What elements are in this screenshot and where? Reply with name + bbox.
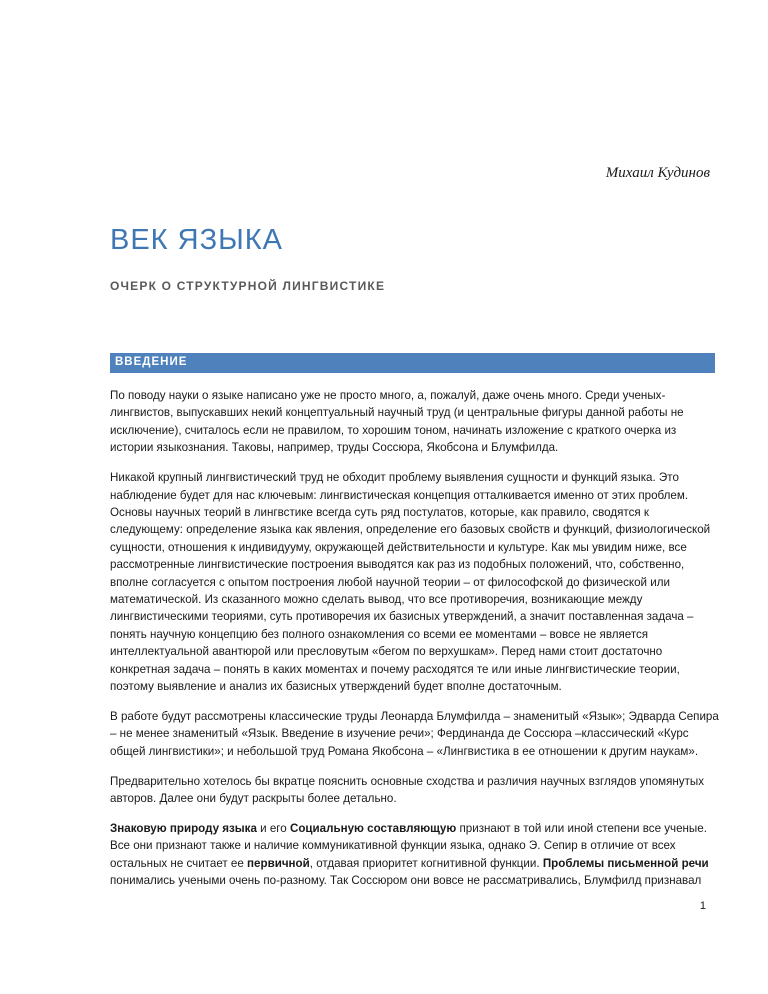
author-name: Михаил Кудинов: [605, 165, 710, 181]
section-heading-bar: [110, 353, 715, 373]
paragraph-text: понимались учеными очень по-разному. Так Соссюром они вовсе не рассматривались, Блумфилд признавал: [110, 874, 702, 888]
paragraph-text: , отдавая приоритет когнитивной функции.: [309, 856, 543, 870]
document-title: ВЕК ЯЗЫКА: [110, 224, 284, 256]
bold-term: первичной: [247, 856, 310, 870]
section-heading: ВВЕДЕНИЕ: [115, 356, 188, 368]
paragraph-text: признают в той или иной степени все ученые. Все они признают также и наличие коммуникативной функции языка, однако Э. Сепир в отличие от всех остальных не считает ее: [110, 821, 707, 870]
document-subtitle: ОЧЕРК О СТРУКТУРНОЙ ЛИНГВИСТИКЕ: [110, 279, 386, 293]
paragraph-2: Никакой крупный лингвистический труд не обходит проблему выявления сущности и функций языка. Это наблюдение будет для нас ключевым: лингвистическая концепция отталкивается именно от этих проблем. Основы научных теорий в лингвстике всегда суть ряд постулатов, которые, как правило, сводятся к следующему: определение языка как явления, определение его базовых свойств и функций, физиологической сущности, отношения к индивидууму, окружающей действительности и культуре. Как мы увидим ниже, все рассмотренные лингвистические построения выводятся как раз из подобных положений, что, собственно, вполне согласуется с опытом построения любой научной теории – от философской до физической или математической. Из сказанного можно сделать вывод, что все противоречия, возникающие между лингвистическими теориями, суть противоречия их базисных утверждений, а значит поставленная задача – понять научную концепцию без полного ознакомления со всеми ее моментами – вовсе не является интеллектуальной авантюрой или пресловутым «бегом по верхушкам». Перед нами стоит достаточно конкретная задача – понять в каких моментах и почему расходятся те или иные лингвистические теории, поэтому выявление и анализ их базисных утверждений будет вполне достаточным.: [110, 471, 711, 693]
bold-term: Знаковую природу языка: [110, 821, 257, 835]
page-number: 1: [699, 900, 706, 912]
body-text: [110, 387, 720, 902]
paragraph-text: и его: [256, 821, 290, 835]
bold-term: Проблемы письменной речи: [542, 856, 709, 870]
paragraph-4: Предварительно хотелось бы вкратце пояснить основные сходства и различия научных взглядов упомянутых авторов. Далее они будут раскрыты более детально.: [110, 774, 705, 806]
paragraph-5: [110, 820, 720, 890]
bold-term: Социальную составляющую: [289, 821, 457, 835]
paragraph-3: В работе будут рассмотрены классические труды Леонарда Блумфилда – знаменитый «Язык»; Эдварда Сепира – не менее знаменитый «Язык. Введение в изучение речи»; Фердинанда де Соссюра –классический «Курс общей лингвистики»; и небольшой труд Романа Якобсона – «Лингвистика в ее отношении к другим наукам».: [110, 709, 719, 758]
paragraph-1: По поводу науки о языке написано уже не просто много, а, пожалуй, даже очень много. Среди ученых-лингвистов, выпускавших некий концептуальный научный труд (и центральные фигуры данной работы не исключение), считалось если не правилом, то хорошим тоном, начинать изложение с краткого очерка из истории языкознания. Таковы, например, труды Соссюра, Якобсона и Блумфилда.: [110, 389, 684, 455]
